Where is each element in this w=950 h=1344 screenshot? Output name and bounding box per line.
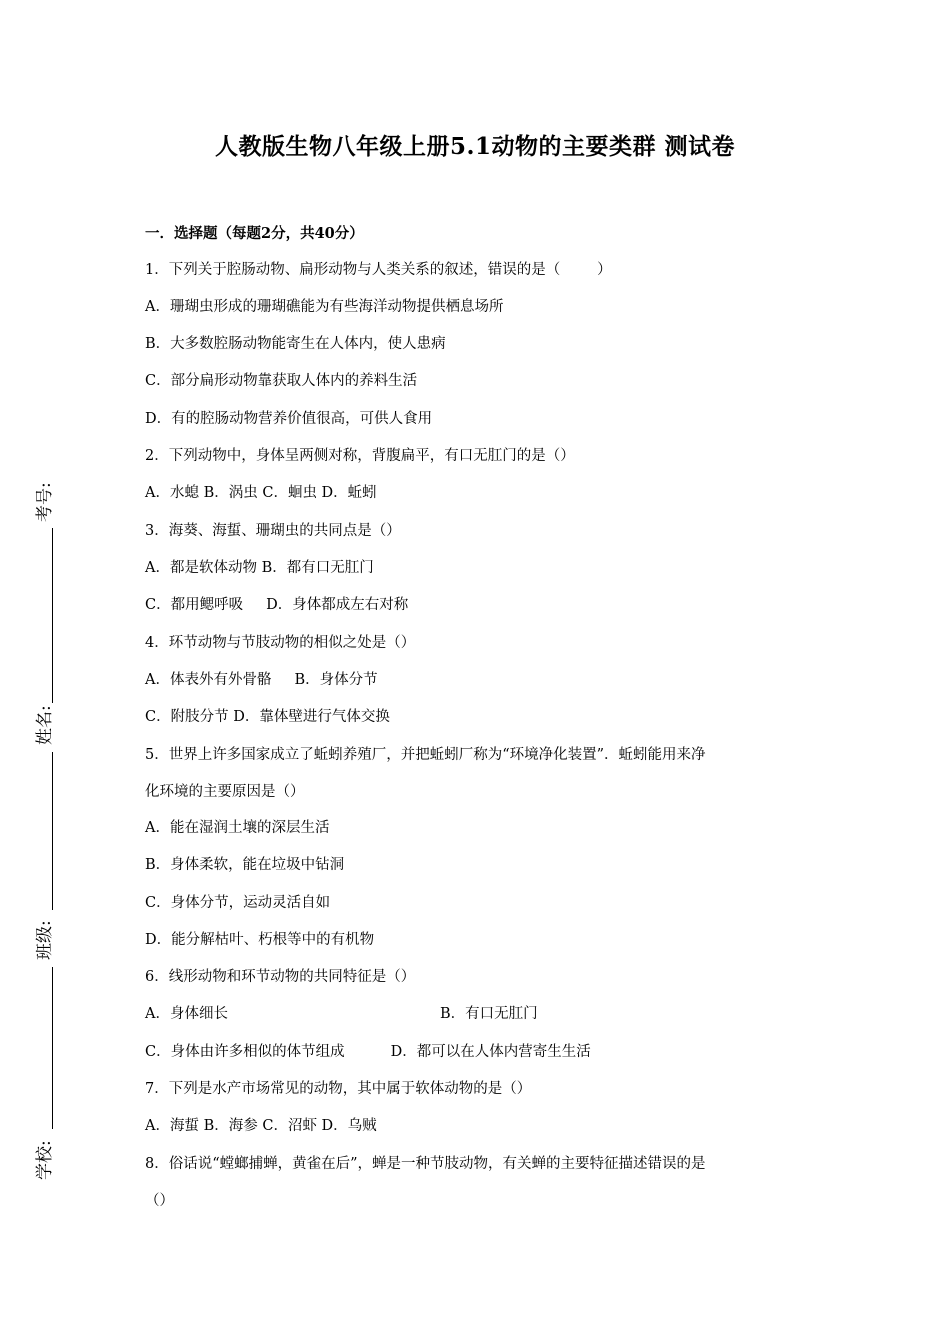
name-fill-line [52, 752, 53, 910]
question-line: 3．海葵、海蜇、珊瑚虫的共同点是（） [145, 523, 401, 539]
exam-no-fill-line [52, 528, 53, 703]
class-label: 班级: [35, 920, 55, 960]
question-line: A．都是软体动物 B．都有口无肛门 [145, 560, 374, 576]
question-line: A．体表外有外骨骼 B．身体分节 [145, 672, 378, 688]
question-line: 4．环节动物与节肢动物的相似之处是（） [145, 635, 416, 651]
question-line: B．身体柔软，能在垃圾中钻洞 [145, 857, 345, 873]
exam-no-label: 考号: [35, 482, 55, 522]
question-line: C．都用鳃呼吸 D．身体都成左右对称 [145, 597, 409, 613]
question-line: D．能分解枯叶、朽根等中的有机物 [145, 932, 375, 948]
page-title: 人教版生物八年级上册5.1动物的主要类群 测试卷 [214, 133, 736, 160]
question-line: 2．下列动物中，身体呈两侧对称，背腹扁平，有口无肛门的是（） [145, 448, 575, 464]
question-line: 8．俗话说“螳螂捕蝉，黄雀在后”，蝉是一种节肢动物，有关蝉的主要特征描述错误的是 [145, 1156, 706, 1172]
question-line: A．水螅 B．涡虫 C．蛔虫 D．蚯蚓 [145, 485, 377, 501]
question-line: A．珊瑚虫形成的珊瑚礁能为有些海洋动物提供栖息场所 [145, 299, 504, 315]
question-line: C．部分扁形动物靠获取人体内的养料生活 [145, 373, 418, 389]
question-line: A．海蜇 B．海参 C．沼虾 D．乌贼 [145, 1118, 377, 1134]
question-line: 化环境的主要原因是（） [145, 784, 305, 800]
question-line: 1．下列关于腔肠动物、扁形动物与人类关系的叙述，错误的是（ ） [145, 262, 612, 278]
question-line: C．身体分节，运动灵活自如 [145, 895, 331, 911]
name-label: 姓名: [35, 705, 55, 745]
question-line: B．大多数腔肠动物能寄生在人体内，使人患病 [145, 336, 446, 352]
question-line: A．能在湿润土壤的深层生活 [145, 820, 330, 836]
section-heading: 一．选择题（每题2分，共40分） [145, 225, 364, 242]
question-line: C．附肢分节 D．靠体壁进行气体交换 [145, 709, 390, 725]
question-line: D．有的腔肠动物营养价值很高，可供人食用 [145, 411, 433, 427]
question-line: 6．线形动物和环节动物的共同特征是（） [145, 969, 416, 985]
question-line: C．身体由许多相似的体节组成 D．都可以在人体内营寄生生活 [145, 1044, 591, 1060]
school-label: 学校: [35, 1140, 55, 1180]
question-line: A．身体细长 B．有口无肛门 [145, 1006, 538, 1022]
question-line: 5．世界上许多国家成立了蚯蚓养殖厂，并把蚯蚓厂称为“环境净化装置”．蚯蚓能用来净 [145, 747, 706, 763]
question-line: 7．下列是水产市场常见的动物，其中属于软体动物的是（） [145, 1081, 532, 1097]
question-line: （） [145, 1193, 174, 1209]
class-fill-line [52, 967, 53, 1129]
